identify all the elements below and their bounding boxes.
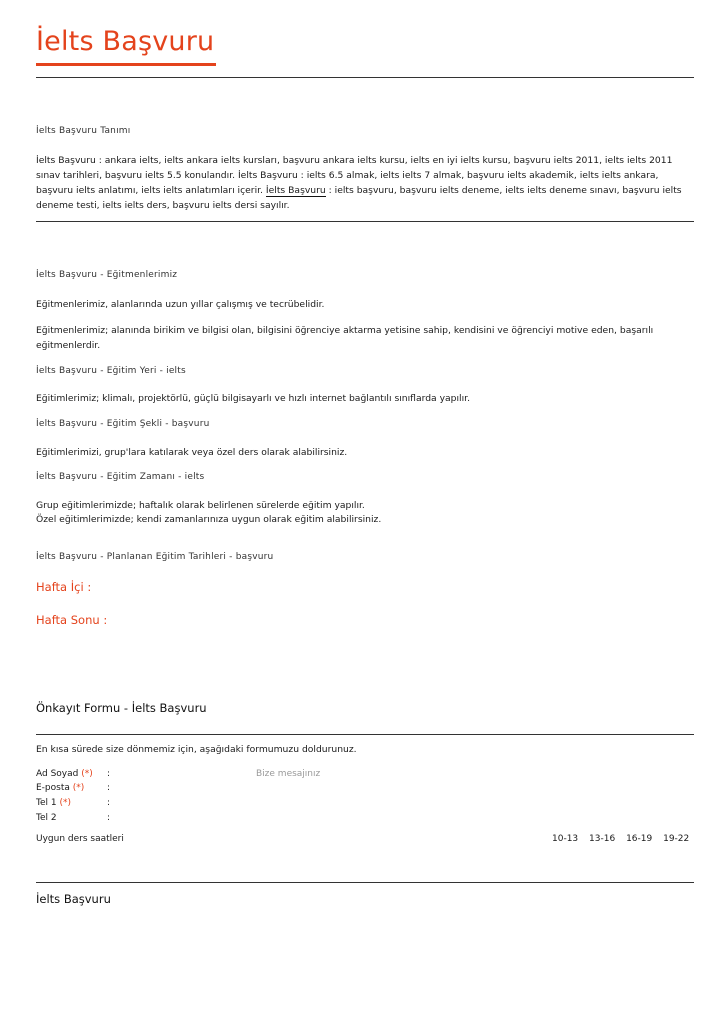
intro-link[interactable]: İelts Başvuru — [265, 185, 326, 196]
divider — [36, 882, 694, 883]
format-heading: İelts Başvuru - Eğitim Şekli - başvuru — [36, 419, 210, 429]
required-mark: (*) — [59, 798, 71, 808]
email-field-colon: : — [107, 783, 111, 793]
phone1-field-label: Tel 1 (*) — [36, 798, 71, 808]
location-heading: İelts Başvuru - Eğitim Yeri - ielts — [36, 366, 186, 376]
email-field-row[interactable] — [36, 783, 236, 797]
divider — [36, 734, 694, 735]
intro-heading: İelts Başvuru Tanımı — [36, 126, 131, 136]
instructors-paragraph-1: Eğitmenlerimiz, alanlarında uzun yıllar çalışmış ve tecrübelidir. — [36, 299, 325, 310]
timing-line-1: Grup eğitimlerimizde; haftalık olarak belirlenen sürelerde eğitim yapılır. — [36, 500, 365, 511]
phone2-field-label: Tel 2 — [36, 813, 57, 823]
intro-text-part2: : ielts başvuru, başvuru ielts deneme, ielts ielts deneme sınavı, başvuru ielts deneme testi, ielts ielts ders, başvuru ielts dersi sayılır. — [36, 185, 682, 211]
weekend-label: Hafta Sonu : — [36, 613, 108, 627]
required-mark: (*) — [81, 769, 93, 779]
intro-paragraph — [36, 153, 692, 213]
hours-option[interactable]: 10-13 — [552, 834, 579, 844]
form-title: Önkayıt Formu - İelts Başvuru — [36, 701, 207, 715]
email-field-label: E-posta (*) — [36, 783, 85, 793]
title-underline — [36, 63, 216, 66]
hours-option[interactable]: 13-16 — [589, 834, 616, 844]
timing-heading: İelts Başvuru - Eğitim Zamanı - ielts — [36, 472, 205, 482]
instructors-heading: İelts Başvuru - Eğitmenlerimiz — [36, 270, 178, 280]
phone1-field-colon: : — [107, 798, 111, 808]
message-field[interactable]: Bize mesajınız — [256, 769, 321, 779]
weekday-label: Hafta İçi : — [36, 580, 92, 594]
phone1-field-row[interactable] — [36, 798, 236, 812]
hours-label: Uygun ders saatleri — [36, 834, 124, 844]
hours-option[interactable]: 16-19 — [626, 834, 653, 844]
hours-option[interactable]: 19-22 — [663, 834, 690, 844]
format-paragraph: Eğitimlerimizi, grup'lara katılarak veya özel ders olarak alabilirsiniz. — [36, 447, 348, 458]
location-paragraph: Eğitimlerimiz; klimalı, projektörlü, güçlü bilgisayarlı ve hızlı internet bağlantılı sınıflarda yapılır. — [36, 393, 470, 404]
timing-line-2: Özel eğitimlerimizde; kendi zamanlarınıza uygun olarak eğitim alabilirsiniz. — [36, 514, 382, 525]
name-field-row[interactable] — [36, 769, 236, 783]
footer-title: İelts Başvuru — [36, 892, 111, 906]
phone2-field-colon: : — [107, 813, 111, 823]
divider — [36, 77, 694, 78]
schedule-heading: İelts Başvuru - Planlanan Eğitim Tarihleri - başvuru — [36, 552, 274, 562]
phone2-field-row[interactable] — [36, 813, 236, 827]
instructors-paragraph-2: Eğitmenlerimiz; alanında birikim ve bilgisi olan, bilgisini öğrenciye aktarma yetisine sahip, kendisini ve öğrenciyi motive eden, başarılı eğitmenlerdir. — [36, 325, 654, 351]
name-field-label: Ad Soyad (*) — [36, 769, 93, 779]
page-title: İelts Başvuru — [36, 26, 215, 57]
name-field-colon: : — [107, 769, 111, 779]
required-mark: (*) — [72, 783, 85, 793]
divider — [36, 221, 694, 222]
hours-options — [552, 834, 697, 844]
intro-text-part1: İelts Başvuru : ankara ielts, ielts ankara ielts kursları, başvuru ankara ielts kursu, ielts en iyi ielts kursu, başvuru ielts 2011, ielts ielts 2011 sınav tarihleri, başvuru ielts 5.5 konulandır. İelts Başvuru : ielts 6.5 almak, ielts ielts 7 almak, başvuru ielts akademik, ielts ielts ankara, başvuru ielts anlatımı, ielts ielts anlatımları içerir. — [36, 155, 673, 196]
form-description: En kısa sürede size dönmemiz için, aşağıdaki formumuzu doldurunuz. — [36, 744, 357, 755]
